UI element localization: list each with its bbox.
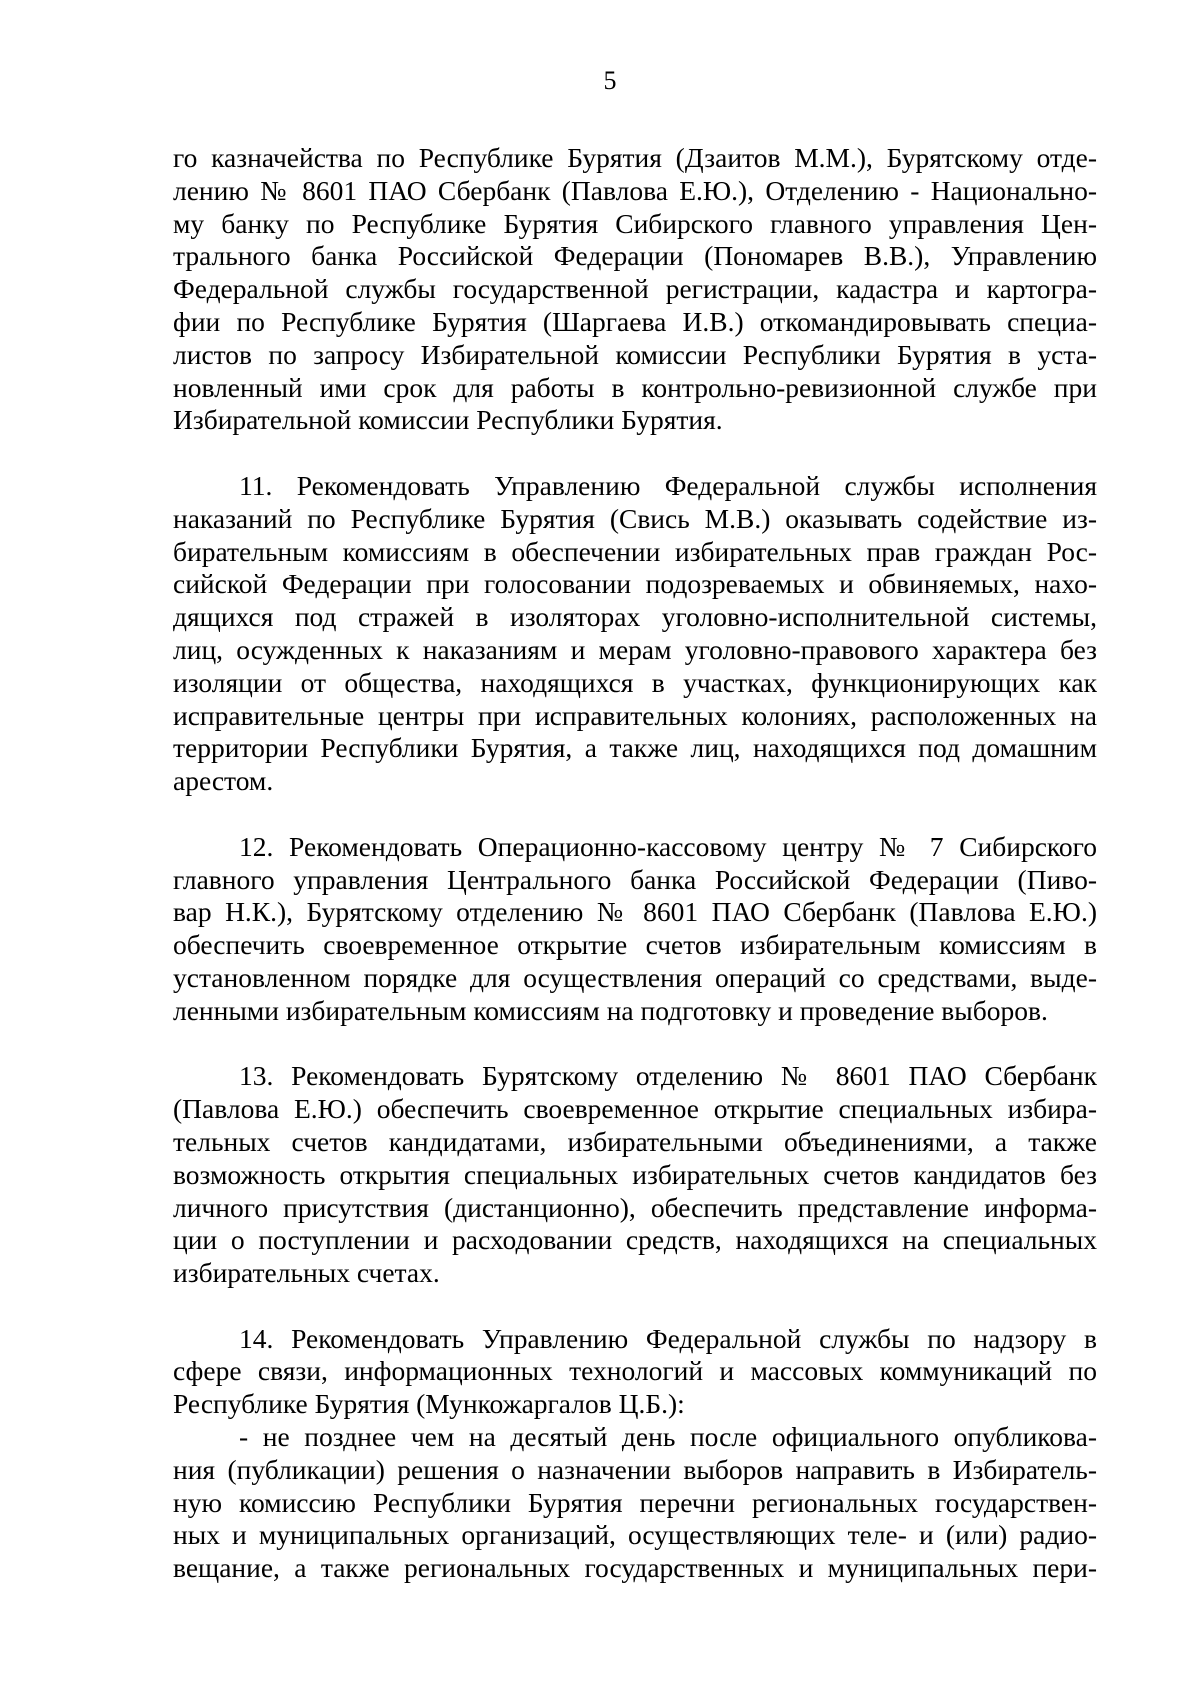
paragraph-13 bbox=[173, 1060, 1097, 1290]
text-line: установленном порядке для осуществления операций со средствами, выде- bbox=[173, 961, 1097, 993]
text-line: фии по Республике Бурятия (Шаргаева И.В.) откомандировывать специа- bbox=[173, 305, 1097, 337]
paragraph-gap bbox=[173, 437, 1097, 470]
text-line: му банку по Республике Бурятия Сибирского главного управления Цен- bbox=[173, 207, 1097, 239]
text-line: трального банка Российской Федерации (Пономарев В.В.), Управлению bbox=[173, 240, 1097, 272]
text-line: арестом. bbox=[173, 765, 274, 797]
list-item-line: - не позднее чем на десятый день после официального опубликова- bbox=[239, 1421, 1097, 1453]
paragraph-12 bbox=[173, 831, 1097, 1028]
text-line: ную комиссию Республики Бурятия перечни региональных государствен- bbox=[173, 1486, 1097, 1518]
text-line: 12. Рекомендовать Операционно-кассовому центру № 7 Сибирского bbox=[239, 830, 1097, 862]
text-line: сийской Федерации при голосовании подозреваемых и обвиняемых, нахо- bbox=[173, 568, 1097, 600]
text-line: Федеральной службы государственной регистрации, кадастра и картогра- bbox=[173, 273, 1097, 305]
text-line: возможность открытия специальных избирательных счетов кандидатов без bbox=[173, 1158, 1097, 1190]
text-line: 13. Рекомендовать Бурятскому отделению № 8601 ПАО Сбербанк bbox=[239, 1060, 1097, 1092]
text-line: ных и муниципальных организаций, осуществляющих теле- и (или) радио- bbox=[173, 1519, 1097, 1551]
text-line: обеспечить своевременное открытие счетов избирательным комиссиям в bbox=[173, 929, 1097, 961]
paragraph-continuation bbox=[173, 142, 1097, 437]
text-line: избирательных счетах. bbox=[173, 1257, 440, 1289]
text-line: Избирательной комиссии Республики Бурятия. bbox=[173, 404, 723, 436]
text-line: го казначейства по Республике Бурятия (Дзаитов М.М.), Бурятскому отде- bbox=[173, 142, 1097, 173]
paragraph-gap bbox=[173, 798, 1097, 831]
text-line: территории Республики Бурятия, а также лиц, находящихся под домашним bbox=[173, 732, 1097, 764]
text-line: лению № 8601 ПАО Сбербанк (Павлова Е.Ю.), Отделению - Национально- bbox=[173, 174, 1097, 206]
text-line: тельных счетов кандидатами, избирательными объединениями, а также bbox=[173, 1125, 1097, 1157]
page-number: 5 bbox=[603, 66, 617, 95]
text-line: ния (публикации) решения о назначении выборов направить в Избиратель- bbox=[173, 1453, 1097, 1485]
text-line: Республике Бурятия (Мункожаргалов Ц.Б.): bbox=[173, 1388, 685, 1420]
paragraph-gap bbox=[173, 1290, 1097, 1323]
text-line: сфере связи, информационных технологий и массовых коммуникаций по bbox=[173, 1355, 1097, 1387]
document-body bbox=[173, 142, 1097, 1585]
text-line: изоляции от общества, находящихся в участках, функционирующих как bbox=[173, 666, 1097, 698]
text-line: ленными избирательным комиссиям на подготовку и проведение выборов. bbox=[173, 994, 1048, 1026]
text-line: 14. Рекомендовать Управлению Федеральной службы по надзору в bbox=[239, 1322, 1097, 1354]
paragraph-11 bbox=[173, 470, 1097, 798]
text-line: личного присутствия (дистанционно), обеспечить представление информа- bbox=[173, 1191, 1097, 1223]
text-line: листов по запросу Избирательной комиссии Республики Бурятия в уста- bbox=[173, 338, 1097, 370]
text-line: вар Н.К.), Бурятскому отделению № 8601 ПАО Сбербанк (Павлова Е.Ю.) bbox=[173, 896, 1097, 928]
text-line: исправительные центры при исправительных колониях, расположенных на bbox=[173, 699, 1097, 731]
text-line: ции о поступлении и расходовании средств, находящихся на специальных bbox=[173, 1224, 1097, 1256]
text-line: главного управления Центрального банка Российской Федерации (Пиво- bbox=[173, 863, 1097, 895]
text-line: дящихся под стражей в изоляторах уголовно-исполнительной системы, bbox=[173, 601, 1097, 633]
text-line: (Павлова Е.Ю.) обеспечить своевременное открытие специальных избира- bbox=[173, 1093, 1097, 1125]
text-line: вещание, а также региональных государственных и муниципальных пери- bbox=[173, 1552, 1097, 1584]
text-line: лиц, осужденных к наказаниям и мерам уголовно-правового характера без bbox=[173, 633, 1097, 665]
paragraph-14 bbox=[173, 1323, 1097, 1585]
paragraph-gap bbox=[173, 1028, 1097, 1061]
text-line: новленный ими срок для работы в контрольно-ревизионной службе при bbox=[173, 371, 1097, 403]
text-line: 11. Рекомендовать Управлению Федеральной службы исполнения bbox=[239, 469, 1097, 501]
text-line: бирательным комиссиям в обеспечении избирательных прав граждан Рос- bbox=[173, 535, 1097, 567]
text-line: наказаний по Республике Бурятия (Свись М.В.) оказывать содействие из- bbox=[173, 502, 1097, 534]
